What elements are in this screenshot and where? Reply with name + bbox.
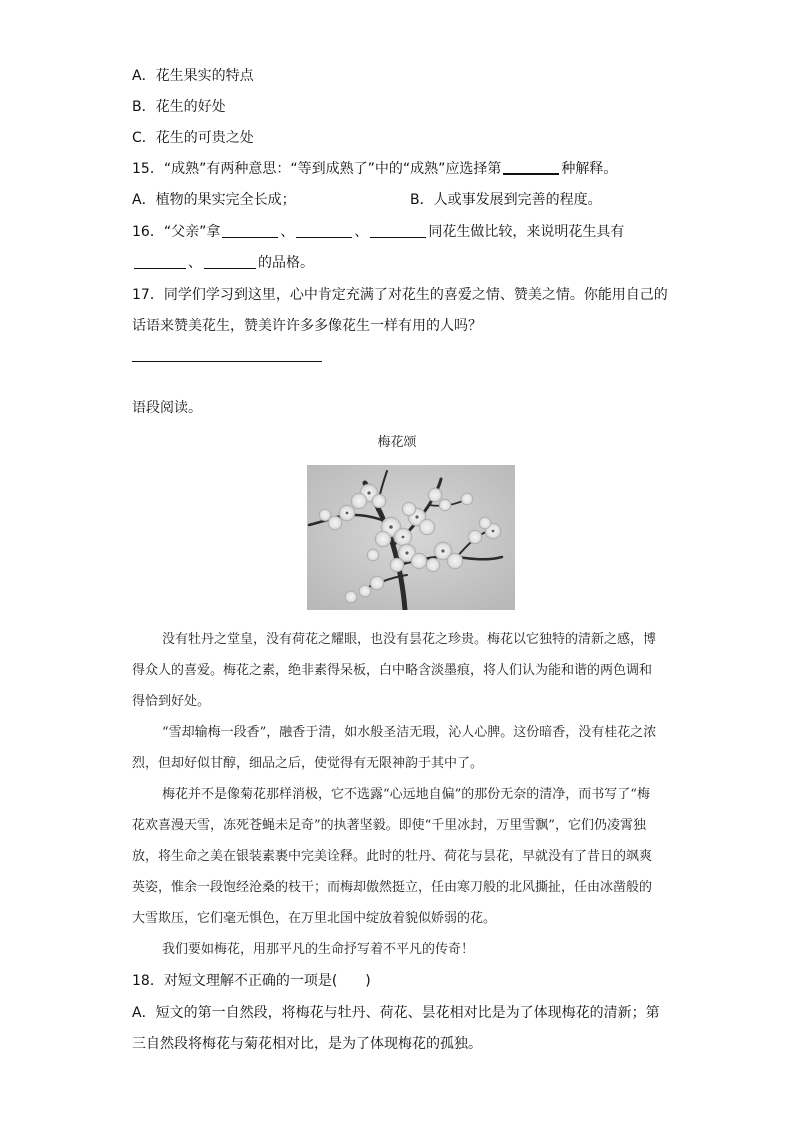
- q16-text-3: 的品格。: [258, 255, 314, 271]
- passage-paragraph-4: 我们要如梅花，用那平凡的生命抒写着不平凡的传奇！: [162, 942, 475, 957]
- q15-option-a: A．植物的果实完全长成；: [132, 192, 296, 208]
- q16-blank-2[interactable]: [296, 223, 352, 238]
- passage-title: 梅花颂: [377, 435, 417, 450]
- q15-options: [132, 190, 669, 210]
- q14-option-b: B．花生的好处: [132, 99, 226, 115]
- q17-stem-line1: 17．同学们学习到这里，心中肯定充满了对花生的喜爱之情、赞美之情。你能用自己的: [132, 287, 668, 303]
- passage-paragraph-3: 梅花并不是像菊花那样消极，它不选露“心远地自偏”的那份无奈的清净，而书写了“梅花欢喜漫天雪，冻死苍蝇未足奇”的执著坚毅。即使“千里冰封，万里雪飘”，它们仍凌霄独放，将生命之美在银装素裹中完美诠释。此时的牡丹、荷花与昙花，早就没有了昔日的飒爽英姿，惟余一段饱经沧桑的枝干；而梅却傲然挺立，任由寒刀般的北风撕扯，任由冰凿般的大雪欺压，它们毫无惧色，在万里北国中绽放着貌似娇弱的花。: [132, 787, 653, 926]
- q15-answer-blank[interactable]: [503, 159, 559, 175]
- q15-text-post: 种解释。: [561, 161, 618, 177]
- q18-option-a-line1: A．短文的第一自然段，将梅花与牡丹、荷花、昙花相对比是为了体现梅花的清新；第: [132, 1005, 660, 1021]
- q18-stem: 18．对短文理解不正确的一项是( ): [132, 973, 371, 989]
- q14-option-a: A．花生果实的特点: [132, 68, 254, 84]
- q16-stem: [132, 222, 669, 242]
- q15-stem: [132, 159, 669, 179]
- q16-sep-3: 、: [188, 255, 202, 271]
- q17-answer-line[interactable]: [132, 361, 322, 362]
- q16-sep-2: 、: [354, 224, 369, 240]
- q16-blank-4[interactable]: [134, 254, 186, 269]
- q16-blank-1[interactable]: [222, 223, 278, 238]
- passage-paragraph-1: 没有牡丹之堂皇，没有荷花之耀眼，也没有昙花之珍贵。梅花以它独特的清新之感，博得众人的喜爱。梅花之素，绝非素得呆板，白中略含淡墨痕，将人们认为能和谐的两色调和得恰到好处。: [132, 632, 657, 709]
- plum-blossom-photo: [307, 465, 515, 610]
- section-label: 语段阅读。: [132, 400, 202, 416]
- q15-text-pre: 15．“成熟”有两种意思：“等到成熟了”中的“成熟”应选择第: [132, 161, 502, 177]
- q14-option-c: C．花生的可贵之处: [132, 130, 254, 146]
- q16-stem-continued: [132, 253, 669, 273]
- q16-text-2: 同花生做比较，来说明花生具有: [428, 224, 625, 240]
- q18-option-a-line2: 三自然段将梅花与菊花相对比，是为了体现梅花的孤独。: [132, 1036, 482, 1052]
- q16-blank-3[interactable]: [370, 223, 426, 238]
- passage-paragraph-2: “雪却输梅一段香”，融香于清，如水般圣洁无瑕，沁人心脾。这份暗香，没有桂花之浓烈，但却好似甘醇，细品之后，使觉得有无限神韵于其中了。: [132, 725, 657, 771]
- q16-sep-1: 、: [280, 224, 295, 240]
- q15-option-b: B．人或事发展到完善的程度。: [410, 192, 602, 208]
- q17-stem-line2: 话语来赞美花生，赞美许许多多像花生一样有用的人吗？: [132, 318, 482, 334]
- q16-text-1: 16．“父亲”拿: [132, 224, 221, 240]
- q16-blank-5[interactable]: [204, 254, 256, 269]
